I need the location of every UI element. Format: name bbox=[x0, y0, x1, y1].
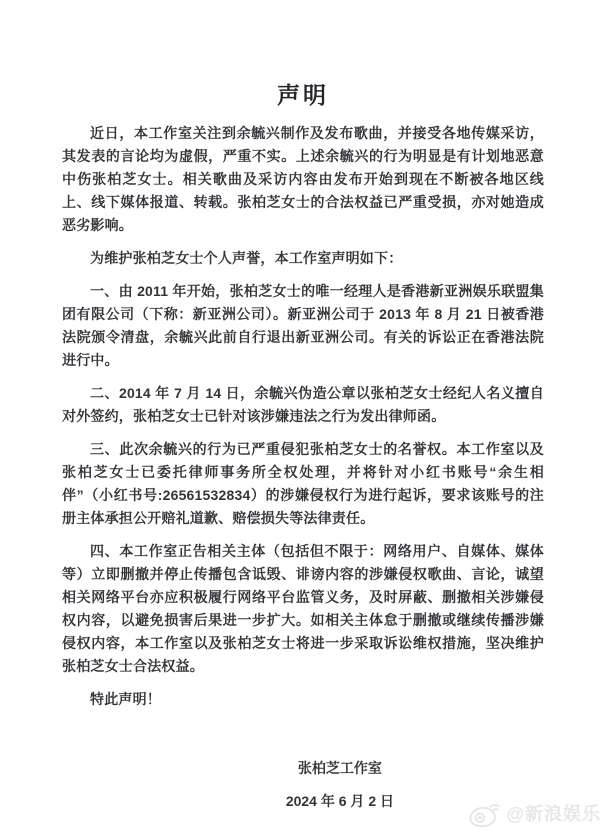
statement-paragraph-item-4: 四、本工作室正告相关主体（包括但不限于：网络用户、自媒体、媒体等）立即删撤并停止传播包含诋毁、诽谤内容的涉嫌侵权歌曲、言论，诚望相关网络平台亦应积极履行网络平台监管义务，及时屏蔽、删撤相关涉嫌侵权内容，以避免损害后果进一步扩大。如相关主体怠于删撤或继续传播涉嫌侵权内容，本工作室以及张柏芝女士将进一步采取诉讼维权措施，坚决维护张柏芝女士合法权益。 bbox=[62, 543, 544, 674]
statement-paragraph-item-1: 一、由 2011 年开始，张柏芝女士的唯一经理人是香港新亚洲娱乐联盟集团有限公司（下称：新亚洲公司）。新亚洲公司于 2013 年 8 月 21 日被香港法院颁令清盘，余毓兴此前自行退出新亚洲公司。有关的诉讼正在香港法院进行中。 bbox=[62, 283, 544, 368]
watermark-handle: @新浪娱乐 bbox=[506, 803, 601, 824]
statement-paragraph-item-3: 三、此次余毓兴的行为已严重侵犯张柏芝女士的名誉权。本工作室以及张柏芝女士已委托律师事务所全权处理，并将针对小红书账号“余生相伴”（小红书号:26561532834）的涉嫌侵权行为进行起诉，要求该账号的注册主体承担公开赔礼道歉、赔偿损失等法律责任。 bbox=[62, 441, 544, 526]
signature-block bbox=[286, 757, 394, 813]
watermark bbox=[468, 799, 601, 828]
statement-paragraph-item-2: 二、2014 年 7 月 14 日，余毓兴伪造公章以张柏芝女士经纪人名义擅自对外签约，张柏芝女士已针对该涉嫌违法之行为发出律师函。 bbox=[62, 385, 544, 424]
statement-paragraph-intro: 近日，本工作室关注到余毓兴制作及发布歌曲，并接受各地传媒采访，其发表的言论均为虚假，严重不实。上述余毓兴的行为明显是有计划地恶意中伤张柏芝女士。相关歌曲及采访内容由发布开始到现在不断被各地区线上、线下媒体报道、转载。张柏芝女士的合法权益已严重受损，亦对她造成恶劣影响。 bbox=[62, 125, 544, 233]
signature-name: 张柏芝工作室 bbox=[297, 760, 382, 776]
signature-date: 2024 年 6 月 2 日 bbox=[285, 793, 394, 809]
statement-paragraph-lead-in: 为维护张柏芝女士个人声誉，本工作室声明如下： bbox=[90, 250, 403, 266]
document-body bbox=[62, 122, 544, 711]
statement-closing: 特此声明！ bbox=[90, 691, 161, 707]
document-title: 声明 bbox=[277, 82, 329, 108]
weibo-icon bbox=[468, 799, 502, 828]
